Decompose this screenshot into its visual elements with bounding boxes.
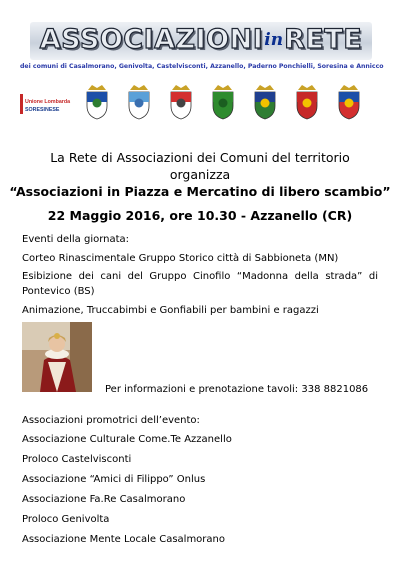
crest-5-icon <box>252 84 278 120</box>
crests-row <box>20 84 382 124</box>
bank-logo-line1: Unione Lombarda <box>25 99 71 105</box>
logo-subtitle: dei comuni di Casalmorano, Genivolta, Castelvisconti, Azzanello, Paderno Ponchielli, Soresina e Annicco <box>20 63 384 70</box>
intro-line: La Rete di Associazioni dei Comuni del territorio <box>50 150 350 165</box>
logo-mid: in <box>264 30 284 50</box>
promoter-item-4: Associazione Fa.Re Casalmorano <box>22 494 186 505</box>
promoters-heading: Associazioni promotrici dell’evento: <box>22 415 200 426</box>
event-title: “Associazioni in Piazza e Mercatino di libero scambio” <box>9 184 391 199</box>
info-phone: Per informazioni e prenotazione tavoli: 338 8821086 <box>105 384 369 395</box>
promoter-item-2: Proloco Castelvisconti <box>22 454 132 465</box>
bank-logo-line2: SORESINESE <box>25 107 60 113</box>
promoter-item-3: Associazione “Amici di Filippo” Onlus <box>22 474 206 485</box>
crest-7-icon <box>336 84 362 120</box>
logo-main-right: RETE <box>284 24 363 55</box>
event-item-2: Esibizione dei cani del Gruppo Cinofilo “Madonna della strada” di Pontevico (BS) <box>22 271 378 297</box>
crest-4-icon <box>210 84 236 120</box>
organizza-line: organizza <box>169 167 231 182</box>
bank-logo <box>20 94 71 116</box>
event-item-3: Animazione, Truccabimbi e Gonfiabili per bambini e ragazzi <box>22 305 319 316</box>
logo-main-left: ASSOCIAZIONI <box>39 24 264 55</box>
promoter-item-6: Associazione Mente Locale Casalmorano <box>22 534 225 545</box>
events-heading: Eventi della giornata: <box>22 234 130 245</box>
crest-2-icon <box>126 84 152 120</box>
promoter-item-1: Associazione Culturale Come.Te Azzanello <box>22 434 232 445</box>
crest-1-icon <box>84 84 110 120</box>
event-item-1: Corteo Rinascimentale Gruppo Storico città di Sabbioneta (MN) <box>22 253 339 264</box>
crest-3-icon <box>168 84 194 120</box>
promoter-item-5: Proloco Genivolta <box>22 514 110 525</box>
costume-photo <box>22 322 92 392</box>
event-date: 22 Maggio 2016, ore 10.30 - Azzanello (CR) <box>47 208 353 223</box>
association-logo <box>32 24 370 60</box>
crest-6-icon <box>294 84 320 120</box>
